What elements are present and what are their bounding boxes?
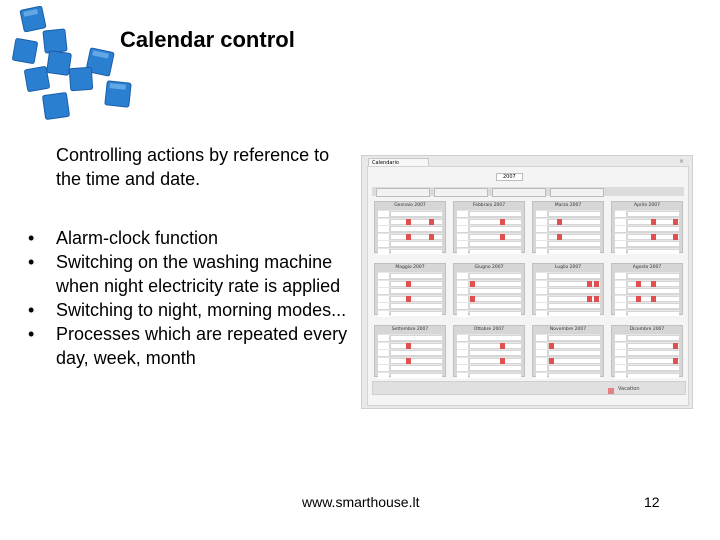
calendar-tab[interactable]	[376, 188, 430, 197]
highlighted-day[interactable]	[470, 296, 475, 302]
week-row	[615, 342, 679, 350]
highlighted-day[interactable]	[500, 343, 505, 349]
calendar-panel	[367, 166, 689, 406]
week-row	[457, 310, 521, 318]
highlighted-day[interactable]	[406, 281, 411, 287]
month-title: Luglio 2007	[554, 265, 582, 270]
highlighted-day[interactable]	[500, 219, 505, 225]
highlighted-day[interactable]	[500, 358, 505, 364]
calendar-tab[interactable]	[434, 188, 488, 197]
highlighted-day[interactable]	[557, 234, 562, 240]
week-row	[378, 280, 442, 288]
highlighted-day[interactable]	[651, 234, 656, 240]
highlighted-day[interactable]	[406, 219, 411, 225]
highlighted-day[interactable]	[406, 234, 411, 240]
month-calendar[interactable]	[374, 201, 446, 253]
week-row	[457, 280, 521, 288]
legend-label: Vacation	[618, 386, 640, 392]
highlighted-day[interactable]	[594, 281, 599, 287]
month-title: Marzo 2007	[554, 203, 582, 208]
month-title: Gennaio 2007	[394, 203, 426, 208]
week-row	[615, 280, 679, 288]
bullet-item	[28, 250, 348, 298]
highlighted-day[interactable]	[636, 281, 641, 287]
week-row	[378, 310, 442, 318]
month-calendar[interactable]	[453, 325, 525, 377]
week-row	[536, 240, 600, 248]
month-title: Giugno 2007	[474, 265, 504, 270]
highlighted-day[interactable]	[406, 296, 411, 302]
week-row	[615, 302, 679, 310]
highlighted-day[interactable]	[406, 358, 411, 364]
week-row	[378, 272, 442, 280]
week-row	[378, 240, 442, 248]
highlighted-day[interactable]	[429, 234, 434, 240]
week-row	[378, 210, 442, 218]
week-row	[378, 357, 442, 365]
week-row	[378, 342, 442, 350]
footer-url: www.smarthouse.lt	[302, 494, 420, 510]
week-row	[536, 334, 600, 342]
bullet-text: Switching on the washing machine when night electricity rate is applied	[56, 252, 341, 296]
week-row	[457, 272, 521, 280]
week-row	[378, 233, 442, 241]
highlighted-day[interactable]	[673, 343, 678, 349]
intro-text: Controlling actions by reference to the time and date.	[56, 145, 330, 189]
highlighted-day[interactable]	[587, 296, 592, 302]
legend-swatch	[608, 388, 614, 394]
bullet-marker: •	[28, 228, 35, 248]
week-row	[615, 349, 679, 357]
week-row	[615, 210, 679, 218]
month-calendar[interactable]	[532, 263, 604, 315]
week-row	[615, 364, 679, 372]
week-row	[536, 310, 600, 318]
week-row	[536, 295, 600, 303]
highlighted-day[interactable]	[587, 281, 592, 287]
month-calendar[interactable]	[611, 263, 683, 315]
month-calendar[interactable]	[611, 325, 683, 377]
week-row	[457, 357, 521, 365]
calendar-tab[interactable]	[492, 188, 546, 197]
month-calendar[interactable]	[611, 201, 683, 253]
year-selector[interactable]: 2007	[496, 173, 523, 181]
week-row	[378, 364, 442, 372]
highlighted-day[interactable]	[429, 219, 434, 225]
week-row	[615, 218, 679, 226]
month-calendar[interactable]	[532, 325, 604, 377]
week-row	[378, 334, 442, 342]
calendar-tab[interactable]	[550, 188, 604, 197]
week-row	[615, 225, 679, 233]
bullet-item	[28, 226, 348, 250]
week-row	[457, 210, 521, 218]
highlighted-day[interactable]	[549, 343, 554, 349]
bullet-text: Processes which are repeated every day, week, month	[56, 324, 348, 368]
week-row	[536, 218, 600, 226]
highlighted-day[interactable]	[673, 234, 678, 240]
week-row	[536, 272, 600, 280]
highlighted-day[interactable]	[636, 296, 641, 302]
week-row	[615, 240, 679, 248]
month-calendar[interactable]	[374, 325, 446, 377]
week-row	[536, 210, 600, 218]
bullet-item	[28, 298, 348, 322]
month-calendar[interactable]	[532, 201, 604, 253]
week-row	[536, 248, 600, 256]
month-title: Dicembre 2007	[629, 327, 665, 332]
bullet-marker: •	[28, 300, 35, 320]
week-row	[536, 357, 600, 365]
close-icon[interactable]: ×	[678, 158, 684, 165]
highlighted-day[interactable]	[594, 296, 599, 302]
week-row	[378, 372, 442, 380]
bullet-marker: •	[28, 252, 35, 272]
month-title: Ottobre 2007	[473, 327, 505, 332]
week-row	[378, 287, 442, 295]
month-calendar[interactable]	[374, 263, 446, 315]
bullet-list	[28, 226, 348, 370]
week-row	[457, 287, 521, 295]
week-row	[378, 349, 442, 357]
week-row	[457, 233, 521, 241]
week-row	[457, 218, 521, 226]
highlighted-day[interactable]	[406, 343, 411, 349]
bullet-item	[28, 322, 348, 370]
highlighted-day[interactable]	[470, 281, 475, 287]
week-row	[378, 302, 442, 310]
week-row	[457, 372, 521, 380]
week-row	[615, 334, 679, 342]
week-row	[536, 280, 600, 288]
bullet-marker: •	[28, 324, 35, 344]
highlighted-day[interactable]	[557, 219, 562, 225]
highlighted-day[interactable]	[673, 219, 678, 225]
week-row	[378, 248, 442, 256]
month-title: Aprile 2007	[634, 203, 660, 208]
week-row	[457, 302, 521, 310]
week-row	[457, 240, 521, 248]
highlighted-day[interactable]	[651, 296, 656, 302]
week-row	[615, 287, 679, 295]
week-row	[457, 342, 521, 350]
week-row	[457, 225, 521, 233]
week-row	[615, 248, 679, 256]
page-number: 12	[644, 494, 660, 510]
week-row	[457, 334, 521, 342]
week-row	[536, 302, 600, 310]
week-row	[536, 372, 600, 380]
week-row	[457, 349, 521, 357]
week-row	[536, 233, 600, 241]
slide-title: Calendar control	[120, 27, 295, 52]
month-calendar[interactable]	[453, 201, 525, 253]
week-row	[378, 225, 442, 233]
week-row	[536, 287, 600, 295]
week-row	[615, 357, 679, 365]
week-row	[457, 295, 521, 303]
month-calendar[interactable]	[453, 263, 525, 315]
month-grid	[374, 201, 680, 369]
highlighted-day[interactable]	[673, 358, 678, 364]
week-row	[378, 218, 442, 226]
highlighted-day[interactable]	[549, 358, 554, 364]
week-row	[457, 248, 521, 256]
highlighted-day[interactable]	[500, 234, 505, 240]
week-row	[536, 342, 600, 350]
week-row	[536, 364, 600, 372]
month-title: Novembre 2007	[549, 327, 587, 332]
week-row	[457, 364, 521, 372]
month-title: Settembre 2007	[391, 327, 429, 332]
calendar-screenshot	[361, 155, 693, 409]
week-row	[615, 310, 679, 318]
week-row	[615, 272, 679, 280]
month-title: Febbraio 2007	[472, 203, 506, 208]
week-row	[615, 295, 679, 303]
calendar-tabs	[372, 187, 684, 196]
window-tab[interactable]: Calendario	[368, 158, 429, 167]
week-row	[615, 233, 679, 241]
bullet-text: Switching to night, morning modes...	[56, 300, 347, 320]
highlighted-day[interactable]	[651, 281, 656, 287]
week-row	[378, 295, 442, 303]
week-row	[536, 225, 600, 233]
month-title: Maggio 2007	[395, 265, 425, 270]
week-row	[536, 349, 600, 357]
logo-cubes	[8, 6, 148, 124]
highlighted-day[interactable]	[651, 219, 656, 225]
bullet-text: Alarm-clock function	[56, 228, 219, 248]
month-title: Agosto 2007	[632, 265, 662, 270]
week-row	[615, 372, 679, 380]
